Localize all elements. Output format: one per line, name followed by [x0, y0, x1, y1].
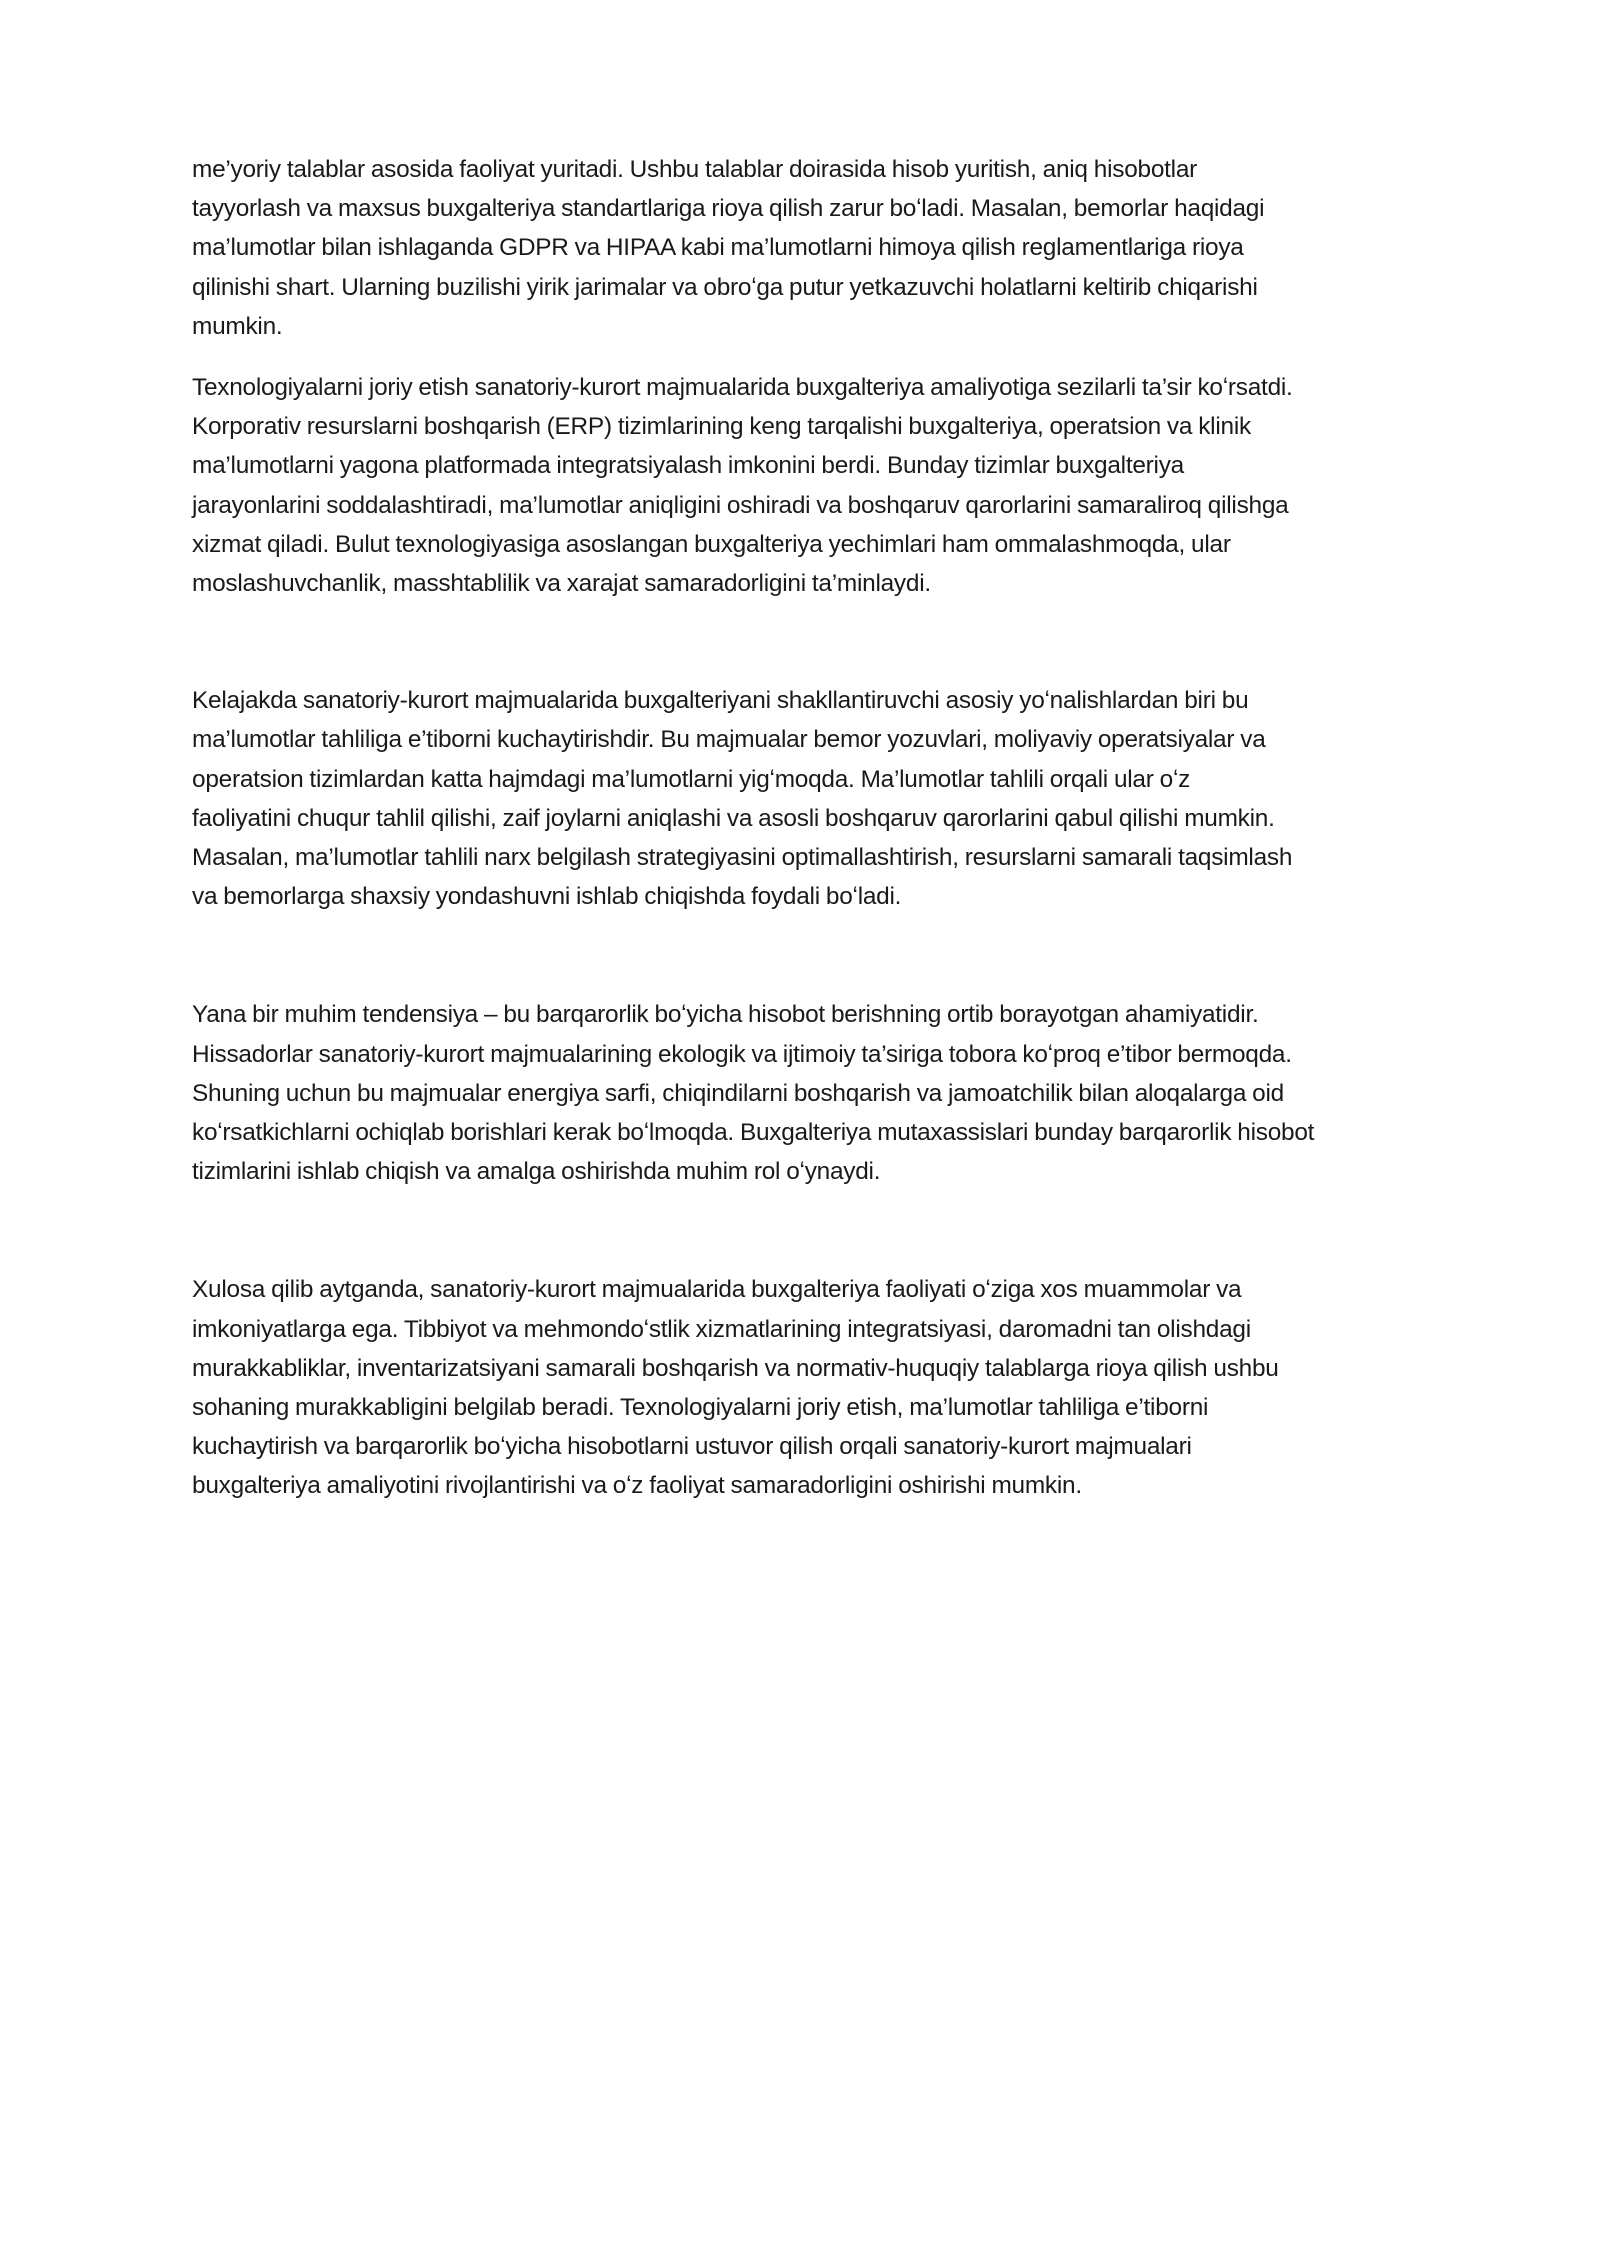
text-line: Masalan, ma’lumotlar tahlili narx belgilash strategiyasini optimallashtirish, resurslarni samarali taqsimlash: [192, 844, 1293, 872]
text-line: qilinishi shart. Ularning buzilishi yirik jarimalar va obroʻga putur yetkazuvchi holatlarni keltirib chiqarishi: [192, 273, 1258, 301]
text-line: va bemorlarga shaxsiy yondashuvni ishlab chiqishda foydali boʻladi.: [192, 883, 902, 911]
text-line: Texnologiyalarni joriy etish sanatoriy-kurort majmualarida buxgalteriya amaliyotiga sezilarli ta’sir koʻrsatdi.: [192, 374, 1293, 402]
text-line: faoliyatini chuqur tahlil qilishi, zaif joylarni aniqlashi va asosli boshqaruv qarorlarini qabul qilishi mumkin.: [192, 804, 1275, 832]
text-line: murakkabliklar, inventarizatsiyani samarali boshqarish va normativ-huquqiy talablarga rioya qilish ushbu: [192, 1354, 1279, 1382]
text-line: me’yoriy talablar asosida faoliyat yuritadi. Ushbu talablar doirasida hisob yuritish, aniq hisobotlar: [192, 156, 1198, 183]
text-line: koʻrsatkichlarni ochiqlab borishlari kerak boʻlmoqda. Buxgalteriya mutaxassislari bunday barqarorlik hisobot: [192, 1119, 1315, 1147]
text-line: ma’lumotlarni yagona platformada integratsiyalash imkonini berdi. Bunday tizimlar buxgalteriya: [192, 452, 1184, 480]
text-line: moslashuvchanlik, masshtablilik va xarajat samaradorligini ta’minlaydi.: [192, 570, 931, 598]
document-body: [192, 150, 1492, 1506]
paragraph-technology-adoption: [192, 368, 1492, 603]
text-line: ma’lumotlar tahliliga e’tiborni kuchaytirishdir. Bu majmualar bemor yozuvlari, moliyaviy operatsiyalar va: [192, 726, 1266, 754]
text-line: imkoniyatlarga ega. Tibbiyot va mehmondoʻstlik xizmatlarining integratsiyasi, daromadni tan olishdagi: [192, 1315, 1251, 1343]
text-line: mumkin.: [192, 312, 283, 340]
text-line: sohaning murakkabligini belgilab beradi. Texnologiyalarni joriy etish, ma’lumotlar tahliliga e’tiborni: [192, 1394, 1209, 1422]
text-line: kuchaytirish va barqarorlik boʻyicha hisobotlarni ustuvor qilish orqali sanatoriy-kurort majmualari: [192, 1433, 1192, 1461]
text-line: Xulosa qilib aytganda, sanatoriy-kurort majmualarida buxgalteriya faoliyati oʻziga xos muammolar va: [192, 1276, 1242, 1304]
text-line: Korporativ resurslarni boshqarish (ERP) tizimlarining keng tarqalishi buxgalteriya, operatsion va klinik: [192, 413, 1251, 441]
text-line: xizmat qiladi. Bulut texnologiyasiga asoslangan buxgalteriya yechimlari ham ommalashmoqda, ular: [192, 530, 1231, 558]
text-line: operatsion tizimlardan katta hajmdagi ma’lumotlarni yigʻmoqda. Ma’lumotlar tahlili orqali ular oʻz: [192, 765, 1191, 793]
paragraph-conclusion: [192, 1270, 1492, 1505]
text-line: tayyorlash va maxsus buxgalteriya standartlariga rioya qilish zarur boʻladi. Masalan, bemorlar haqidagi: [192, 195, 1265, 223]
text-line: buxgalteriya amaliyotini rivojlantirishi va oʻz faoliyat samaradorligini oshirishi mumkin.: [192, 1472, 1082, 1500]
text-line: tizimlarini ishlab chiqish va amalga oshirishda muhim rol oʻynaydi.: [192, 1158, 881, 1186]
paragraph-regulatory-requirements: [192, 150, 1492, 346]
text-line: Yana bir muhim tendensiya – bu barqarorlik boʻyicha hisobot berishning ortib borayotgan ahamiyatidir.: [192, 1001, 1259, 1029]
paragraph-data-analytics: [192, 681, 1492, 916]
paragraph-sustainability-reporting: [192, 995, 1492, 1191]
text-line: Shuning uchun bu majmualar energiya sarfi, chiqindilarni boshqarish va jamoatchilik bilan aloqalarga oid: [192, 1079, 1284, 1107]
text-line: Kelajakda sanatoriy-kurort majmualarida buxgalteriyani shakllantiruvchi asosiy yoʻnalishlardan biri bu: [192, 687, 1249, 715]
text-line: jarayonlarini soddalashtiradi, ma’lumotlar aniqligini oshiradi va boshqaruv qarorlarini samaraliroq qilishga: [192, 491, 1289, 519]
text-line: Hissadorlar sanatoriy-kurort majmualarining ekologik va ijtimoiy ta’siriga tobora koʻproq e’tibor bermoqda.: [192, 1040, 1292, 1068]
text-line: ma’lumotlar bilan ishlaganda GDPR va HIPAA kabi ma’lumotlarni himoya qilish reglamentlariga rioya: [192, 234, 1244, 262]
